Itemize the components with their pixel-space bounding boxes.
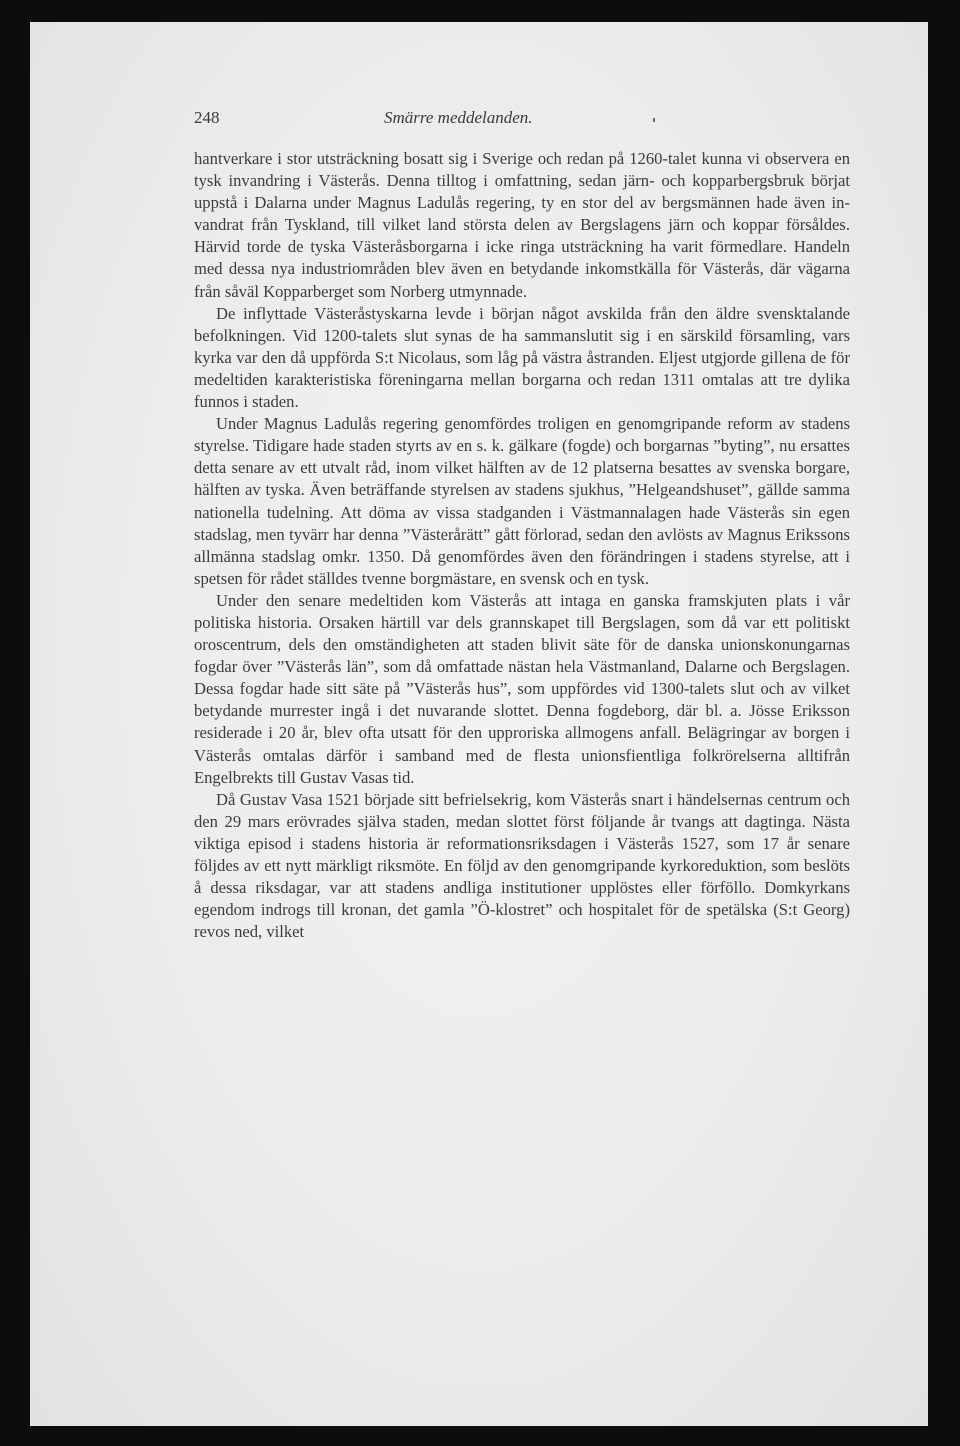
page-number: 248	[194, 108, 220, 127]
body-text	[194, 148, 850, 943]
paragraph-2: De inflyttade Västeråstyskarna levde i början något avskilda från den äldre svensktalande befolkningen. Vid 1200-talets slut synas de ha sammanslutit sig i en särskild församling, vars kyrka var den då uppförda S:t Nicolaus, som låg på västra åstranden. Eljest utgjorde gillena de för medeltiden karakteristiska föreningarna mellan borgarna och redan 1311 omtalas att tre dylika funnos i staden.	[194, 303, 850, 412]
paragraph-1: hantverkare i stor utsträckning bosatt sig i Sverige och redan på 1260-talet kunna vi observera en tysk invandring i Västerås. Denna tilltog i omfattning, sedan järn- och kopparbergsbruk börjat uppstå i Dalarna under Magnus Ladulås regering, ty en stor del av bergsmännen hade även invandrat från Tyskland, till vilket land största delen av Bergslagens järn och koppar försåldes. Härvid torde de tyska Västeråsborgarna i icke ringa utsträckning ha varit förmedlare. Handeln med dessa nya industriområden blev även en betydande inkomstkälla för Västerås, där vägarna från såväl Kopparberget som Norberg utmynnade.	[194, 149, 850, 301]
paragraph-5: Då Gustav Vasa 1521 började sitt befrielsekrig, kom Västerås snart i händelsernas centrum och den 29 mars erövrades själva staden, medan slottet först följande år tvangs att dagtinga. Nästa viktiga episod i stadens historia är reformationsriksdagen i Västerås 1527, som 17 år senare följdes av ett nytt märkligt riksmöte. En följd av den genomgripande kyrkoreduktion, som beslöts å dessa riksdagar, var att stadens andliga institutioner upplöstes eller förföllo. Domkyrkans egendom indrogs till kronan, det gamla ”Ö-klostret” och hospitalet för de spetälska (S:t Georg) revos ned, vilket	[194, 789, 850, 942]
book-page	[30, 22, 928, 1426]
scan-speck	[653, 118, 655, 122]
running-title: Smärre meddelanden.	[384, 108, 533, 127]
paragraph-4: Under den senare medeltiden kom Västerås att intaga en ganska framskjuten plats i vår politiska historia. Orsaken härtill var dels grannskapet till Bergslagen, som då var ett politiskt oroscentrum, dels den omständigheten att staden blivit säte för de danska unionskonungarnas fogdar över ”Västerås län”, som då omfattade nästan hela Västmanland, Dalarne och Bergslagen. Dessa fogdar hade sitt säte på ”Västerås hus”, som uppfördes vid 1300-talets slut och av vilket betydande murrester ingå i det nuvarande slottet. Denna fogdeborg, där bl. a. Jösse Eriksson residerade i 20 år, blev ofta utsatt för den upproriska allmogens anfall. Belägringar av borgen i Västerås omtalas därför i samband med de flesta unionsfientliga folkrörelserna alltifrån Engelbrekts till Gustav Vasas tid.	[194, 590, 850, 787]
paragraph-3: Under Magnus Ladulås regering genomfördes troligen en genomgripande reform av stadens styrelse. Tidigare hade staden styrts av en s. k. gälkare (fogde) och borgarnas ”byting”, nu ersattes detta senare av ett utvalt råd, inom vilket hälften av de 12 platserna besattes av svenska borgare, hälften av tyska. Även beträffande styrelsen av stadens sjukhus, ”Helgeandshuset”, gällde samma nationella tudelning. Att döma av vissa stadganden i Västmannalagen hade Västerås sin egen stadslag, men tyvärr har denna ”Västerårätt” gått förlorad, sedan den avlösts av Magnus Erikssons allmänna stadslag omkr. 1350. Då genomfördes även den förändringen i stadens styrelse, att i spetsen för rådet ställdes tvenne borgmästare, en svensk och en tysk.	[194, 414, 850, 588]
page-header	[194, 108, 794, 134]
